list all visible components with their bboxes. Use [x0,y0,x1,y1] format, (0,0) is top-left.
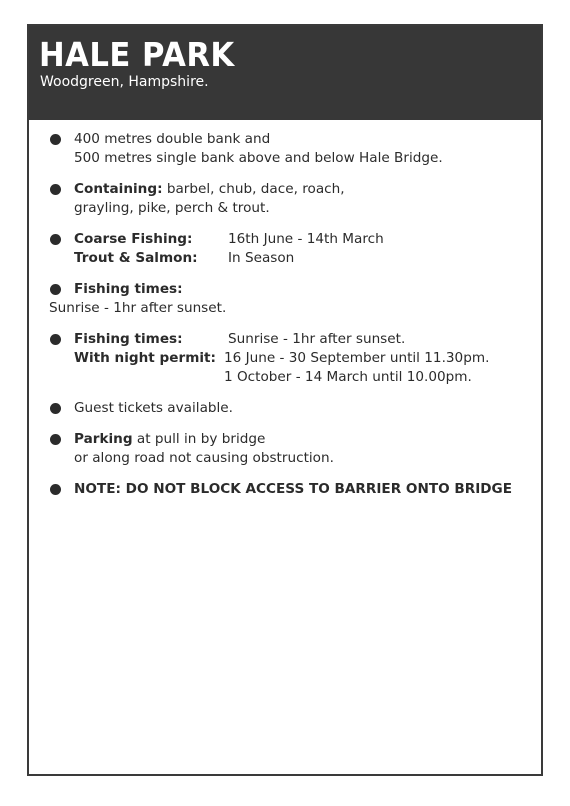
bullet-icon [50,403,61,414]
trout-value: In Season [228,250,295,266]
note-text: NOTE: DO NOT BLOCK ACCESS TO BARRIER ONTO BRIDGE [74,481,512,497]
bank-line-2: 500 metres single bank above and below Hale Bridge. [74,150,443,166]
list-item-parking [49,430,537,468]
night-permit-value-2: 1 October - 14 March until 10.00pm. [224,369,472,385]
times1-label: Fishing times: [74,281,183,297]
bullet-icon [50,484,61,495]
list-item-species [49,180,537,218]
list-item-times-1 [49,280,537,318]
species-line-1: barbel, chub, dace, roach, [162,181,345,197]
list-item-times-2 [49,330,537,387]
bullet-icon [50,434,61,445]
info-card [27,24,543,776]
location-subtitle: Woodgreen, Hampshire. [40,74,209,90]
coarse-value: 16th June - 14th March [228,231,384,247]
page-title: HALE PARK [39,35,235,74]
bank-line-1: 400 metres double bank and [74,131,271,147]
header-banner [29,26,541,120]
guest-text: Guest tickets available. [74,400,233,416]
bullet-icon [50,184,61,195]
list-item-guest [49,399,537,418]
times2-value: Sunrise - 1hr after sunset. [228,331,406,347]
coarse-label: Coarse Fishing: [74,231,193,247]
parking-label: Parking [74,431,133,447]
parking-line-2: or along road not causing obstruction. [74,450,334,466]
species-line-2: grayling, pike, perch & trout. [74,200,270,216]
times1-value: Sunrise - 1hr after sunset. [49,300,227,316]
times2-label: Fishing times: [74,331,183,347]
list-item-bank [49,130,537,168]
bullet-icon [50,284,61,295]
bullet-icon [50,134,61,145]
trout-label: Trout & Salmon: [74,250,198,266]
bullet-icon [50,234,61,245]
list-item-note [49,480,537,499]
night-permit-label: With night permit: [74,350,216,366]
list-item-seasons [49,230,537,268]
parking-line-1: at pull in by bridge [132,431,266,447]
night-permit-value-1: 16 June - 30 September until 11.30pm. [224,350,490,366]
bullet-icon [50,334,61,345]
species-label: Containing: [74,181,163,197]
info-list [49,130,537,511]
